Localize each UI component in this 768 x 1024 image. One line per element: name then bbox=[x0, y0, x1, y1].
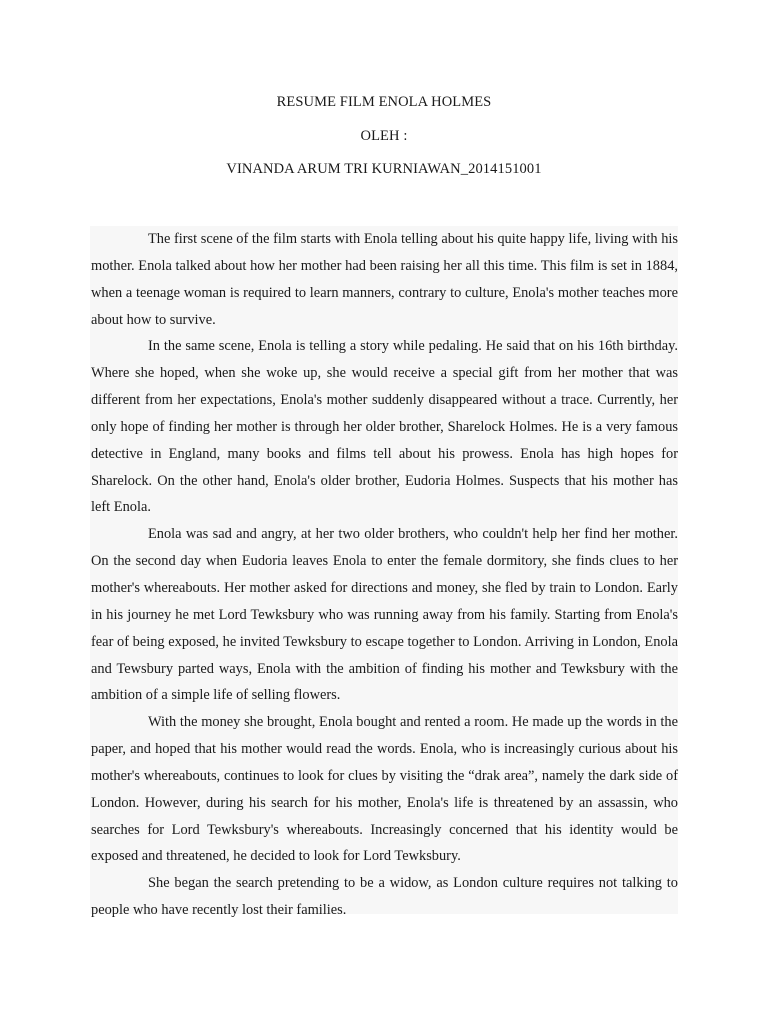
author-name: VINANDA ARUM TRI KURNIAWAN_2014151001 bbox=[226, 161, 542, 177]
paragraph-1: The first scene of the film starts with Enola telling about his quite happy life, living with his mother. Enola talked about how her mother had been raising her all this time. This film is set in 1884, when a teenage woman is required to learn manners, contrary to culture, Enola's mother teaches more about how to survive. bbox=[91, 231, 678, 328]
paragraph-2: In the same scene, Enola is telling a story while pedaling. He said that on his 16th birthday. Where she hoped, when she woke up, she would receive a special gift from her mother that was different from her expectations, Enola's mother suddenly disappeared without a trace. Currently, her only hope of finding her mother is through her older brother, Sharelock Holmes. He is a very famous detective in England, many books and films tell about his prowess. Enola has high hopes for Sharelock. On the other hand, Enola's older brother, Eudoria Holmes. Suspects that his mother has left Enola. bbox=[91, 338, 678, 516]
paragraph-4: With the money she brought, Enola bought and rented a room. He made up the words in the paper, and hoped that his mother would read the words. Enola, who is increasingly curious about his mother's whereabouts, continues to look for clues by visiting the “drak area”, namely the dark side of London. However, during his search for his mother, Enola's life is threatened by an assassin, who searches for Lord Tewksbury's whereabouts. Increasingly concerned that his identity would be exposed and threatened, he decided to look for Lord Tewksbury. bbox=[91, 714, 678, 865]
document-title: RESUME FILM ENOLA HOLMES bbox=[276, 94, 492, 110]
author-by-label: OLEH : bbox=[360, 128, 408, 144]
body-text bbox=[90, 226, 678, 919]
paragraph-5: She began the search pretending to be a widow, as London culture requires not talking to people who have recently lost their families. bbox=[91, 875, 678, 919]
paragraph-3: Enola was sad and angry, at her two older brothers, who couldn't help her find her mother. On the second day when Eudoria leaves Enola to enter the female dormitory, she finds clues to her mother's whereabouts. Her mother asked for directions and money, she fled by train to London. Early in his journey he met Lord Tewksbury who was running away from his family. Starting from Enola's fear of being exposed, he invited Tewksbury to escape together to London. Arriving in London, Enola and Tewsbury parted ways, Enola with the ambition of finding his mother and Tewksbury with the ambition of a simple life of selling flowers. bbox=[91, 526, 678, 704]
